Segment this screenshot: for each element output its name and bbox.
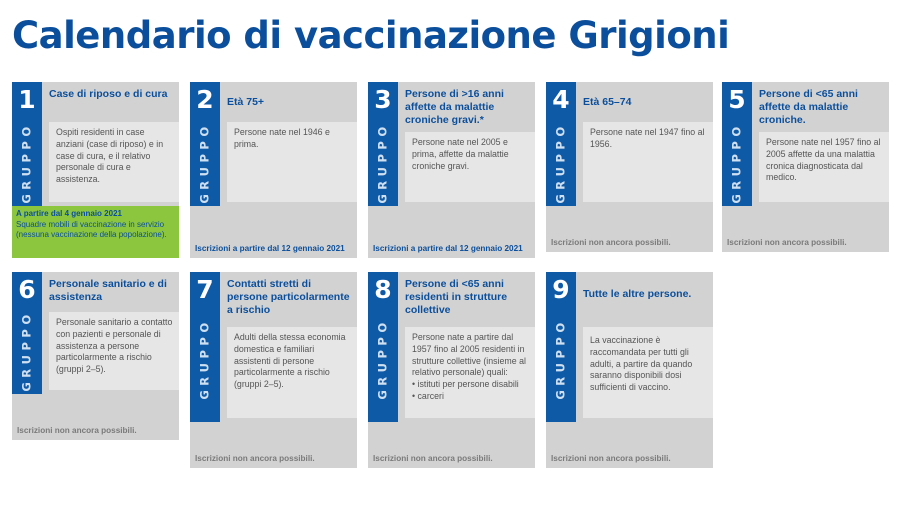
gruppo-label: GRUPPO xyxy=(198,122,213,204)
group-heading: Persone di >16 anni affette da malattie croniche gravi.* xyxy=(405,88,504,126)
gruppo-label: GRUPPO xyxy=(20,122,35,204)
group-number: 1 xyxy=(18,85,36,114)
group-number: 7 xyxy=(196,275,214,304)
schedule-detail: Squadre mobili di vaccinazione in servizio (nessuna vaccinazione della popolazione). xyxy=(16,219,167,239)
group-heading: Età 75+ xyxy=(227,96,265,108)
group-card-7 xyxy=(190,272,357,468)
group-number: 3 xyxy=(374,85,392,114)
list-item: • istituti per persone disabili xyxy=(412,379,529,391)
group-card-5 xyxy=(722,82,889,252)
group-heading: Età 65–74 xyxy=(583,96,632,108)
registration-status: Iscrizioni non ancora possibili. xyxy=(373,453,493,463)
group-description: La vaccinazione è raccomandata per tutti gli adulti, a partire da quando saranno disponibili dosi sufficienti di vaccino. xyxy=(583,327,713,418)
page-title: Calendario di vaccinazione Grigioni xyxy=(12,14,730,57)
description-text: Persone nate a partire dal 1957 fino al 2005 residenti in strutture collettive (insieme al relativo personale) quali: xyxy=(412,332,526,378)
registration-status: Iscrizioni a partire dal 12 gennaio 2021 xyxy=(195,243,345,253)
registration-status: Iscrizioni a partire dal 12 gennaio 2021 xyxy=(373,243,523,253)
group-description: Persone nate nel 1947 fino al 1956. xyxy=(583,122,713,202)
group-description: Personale sanitario a contatto con pazienti e personale di assistenza a persone particolarmente a rischio (gruppi 2–5). xyxy=(49,312,179,390)
gruppo-label: GRUPPO xyxy=(554,318,569,400)
schedule-date: A partire dal 4 gennaio 2021 xyxy=(16,209,122,218)
gruppo-label: GRUPPO xyxy=(198,318,213,400)
registration-status: Iscrizioni non ancora possibili. xyxy=(551,237,671,247)
group-description: Persone nate nel 2005 e prima, affette da malattie croniche gravi. xyxy=(405,132,535,202)
group-heading: Personale sanitario e di assistenza xyxy=(49,278,167,303)
group-description: Adulti della stessa economia domestica e familiari assistenti di persone particolarmente a rischio (gruppi 2–5). xyxy=(227,327,357,418)
group-number: 4 xyxy=(552,85,570,114)
group-description xyxy=(405,327,535,418)
registration-status: Iscrizioni non ancora possibili. xyxy=(551,453,671,463)
group-description: Persone nate nel 1946 e prima. xyxy=(227,122,357,202)
group-description: Ospiti residenti in case anziani (case di riposo) e in case di cura, e il relativo personale di cura e assistenza. xyxy=(49,122,179,202)
group-card-4 xyxy=(546,82,713,252)
group-heading: Persone di <65 anni residenti in strutture collettive xyxy=(405,278,508,316)
group-card-8 xyxy=(368,272,535,468)
group-number: 9 xyxy=(552,275,570,304)
group-heading: Persone di <65 anni affette da malattie croniche. xyxy=(759,88,858,126)
gruppo-label: GRUPPO xyxy=(20,310,35,392)
group-number: 8 xyxy=(374,275,392,304)
group-card-6 xyxy=(12,272,179,440)
registration-status: Iscrizioni non ancora possibili. xyxy=(727,237,847,247)
group-description: Persone nate nel 1957 fino al 2005 affette da una malattia cronica diagnosticata dal medico. xyxy=(759,132,889,202)
registration-status: Iscrizioni non ancora possibili. xyxy=(17,425,137,435)
group-heading: Tutte le altre persone. xyxy=(583,288,692,300)
gruppo-label: GRUPPO xyxy=(376,318,391,400)
facility-list xyxy=(412,379,529,403)
group-heading: Case di riposo e di cura xyxy=(49,88,168,100)
gruppo-label: GRUPPO xyxy=(376,122,391,204)
group-card-1 xyxy=(12,82,179,258)
group-card-3 xyxy=(368,82,535,258)
group-heading: Contatti stretti di persone particolarmente a rischio xyxy=(227,278,350,316)
group-number: 6 xyxy=(18,275,36,304)
gruppo-label: GRUPPO xyxy=(554,122,569,204)
registration-status: Iscrizioni non ancora possibili. xyxy=(195,453,315,463)
group-card-2 xyxy=(190,82,357,258)
group-card-9 xyxy=(546,272,713,468)
group-schedule-note xyxy=(12,206,179,258)
list-item: • carceri xyxy=(412,391,529,403)
gruppo-label: GRUPPO xyxy=(730,122,745,204)
group-number: 5 xyxy=(728,85,746,114)
group-number: 2 xyxy=(196,85,214,114)
